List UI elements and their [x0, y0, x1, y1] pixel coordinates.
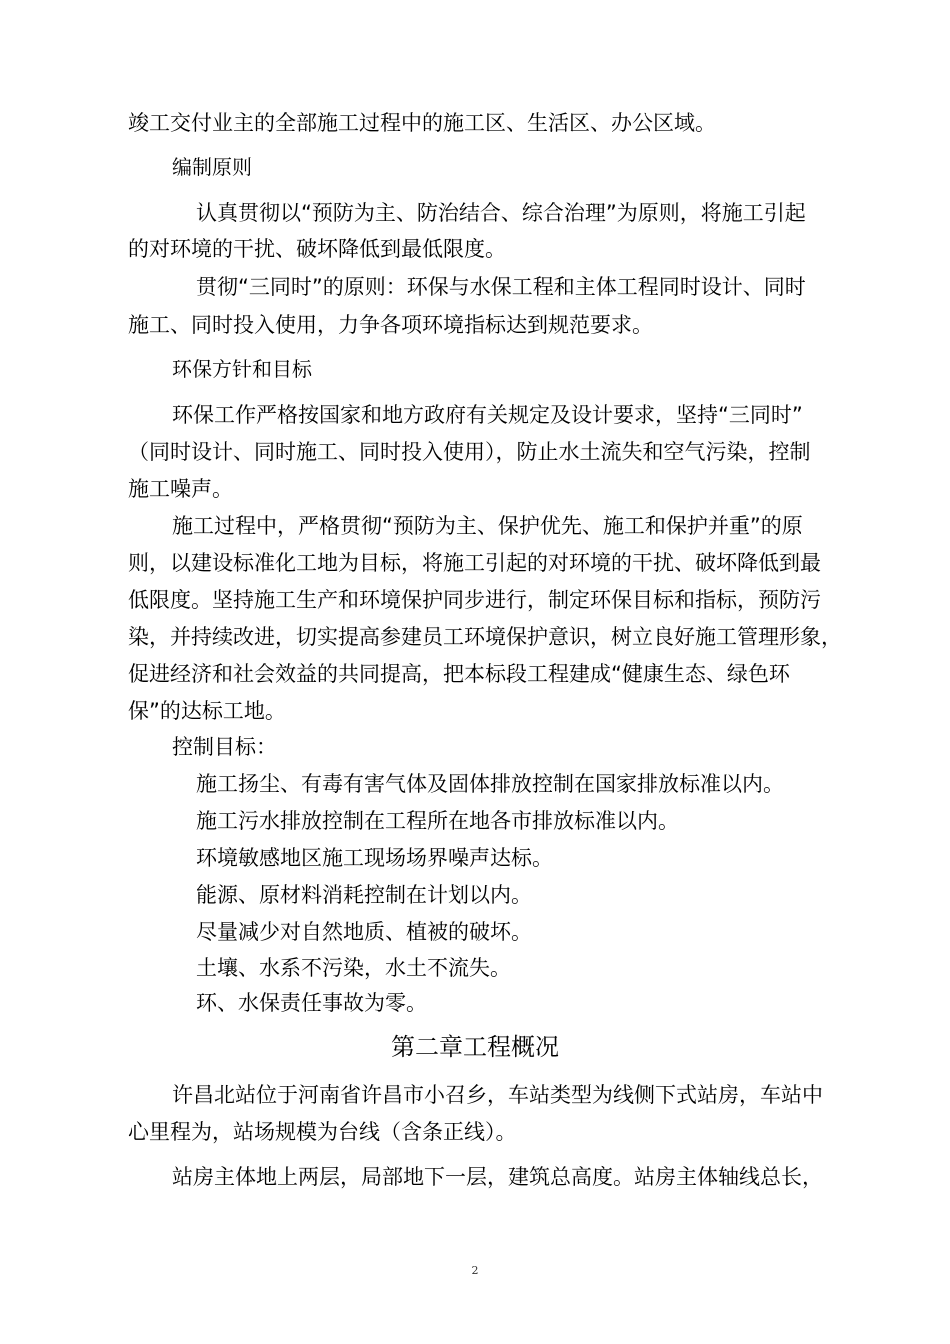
list-item: 环、水保责任事故为零。: [196, 991, 427, 1015]
text-line: （同时设计、同时施工、同时投入使用），防止水土流失和空气污染，控制: [128, 440, 811, 464]
text-line: 贯彻“三同时”的原则：环保与水保工程和主体工程同时设计、同时: [196, 275, 806, 299]
text-line: 施工、同时投入使用，力争各项环境指标达到规范要求。: [128, 313, 653, 337]
text-line: 染，并持续改进，切实提高参建员工环境保护意识，树立良好施工管理形象，: [128, 625, 842, 649]
text-line: 许昌北站位于河南省许昌市小召乡，车站类型为线侧下式站房，车站中: [172, 1083, 823, 1107]
list-item: 施工污水排放控制在工程所在地各市排放标准以内。: [196, 809, 679, 833]
text-line: 促进经济和社会效益的共同提高，把本标段工程建成“健康生态、绿色环: [128, 662, 790, 686]
text-line: 低限度。坚持施工生产和环境保护同步进行，制定环保目标和指标，预防污: [128, 588, 821, 612]
text-line: 环保工作严格按国家和地方政府有关规定及设计要求，坚持“三同时”: [172, 403, 803, 427]
text-line: 心里程为，站场规模为台线（含条正线）。: [128, 1120, 517, 1144]
text-line: 站房主体地上两层，局部地下一层，建筑总高度。站房主体轴线总长，: [172, 1165, 823, 1189]
control-targets-label: 控制目标：: [172, 735, 277, 759]
text-line: 则，以建设标准化工地为目标，将施工引起的对环境的干扰、破坏降低到最: [128, 551, 821, 575]
text-line: 竣工交付业主的全部施工过程中的施工区、生活区、办公区域。: [128, 111, 716, 135]
text-line: 施工噪声。: [128, 477, 233, 501]
text-line: 施工过程中，严格贯彻“预防为主、保护优先、施工和保护并重”的原: [172, 514, 803, 538]
text-line: 保”的达标工地。: [128, 699, 286, 723]
text-line: 的对环境的干扰、破坏降低到最低限度。: [128, 237, 506, 261]
section-heading-principles: 编制原则: [172, 155, 252, 179]
chapter-title: 第二章工程概况: [391, 1033, 559, 1061]
list-item: 能源、原材料消耗控制在计划以内。: [196, 883, 532, 907]
page-number: 2: [471, 1264, 479, 1277]
list-item: 土壤、水系不污染，水土不流失。: [196, 956, 511, 980]
section-heading-policy: 环保方针和目标: [172, 357, 312, 381]
list-item: 尽量减少对自然地质、植被的破坏。: [196, 920, 532, 944]
list-item: 施工扬尘、有毒有害气体及固体排放控制在国家排放标准以内。: [196, 772, 784, 796]
list-item: 环境敏感地区施工现场场界噪声达标。: [196, 846, 553, 870]
text-line: 认真贯彻以“预防为主、防治结合、综合治理”为原则，将施工引起: [196, 201, 806, 225]
